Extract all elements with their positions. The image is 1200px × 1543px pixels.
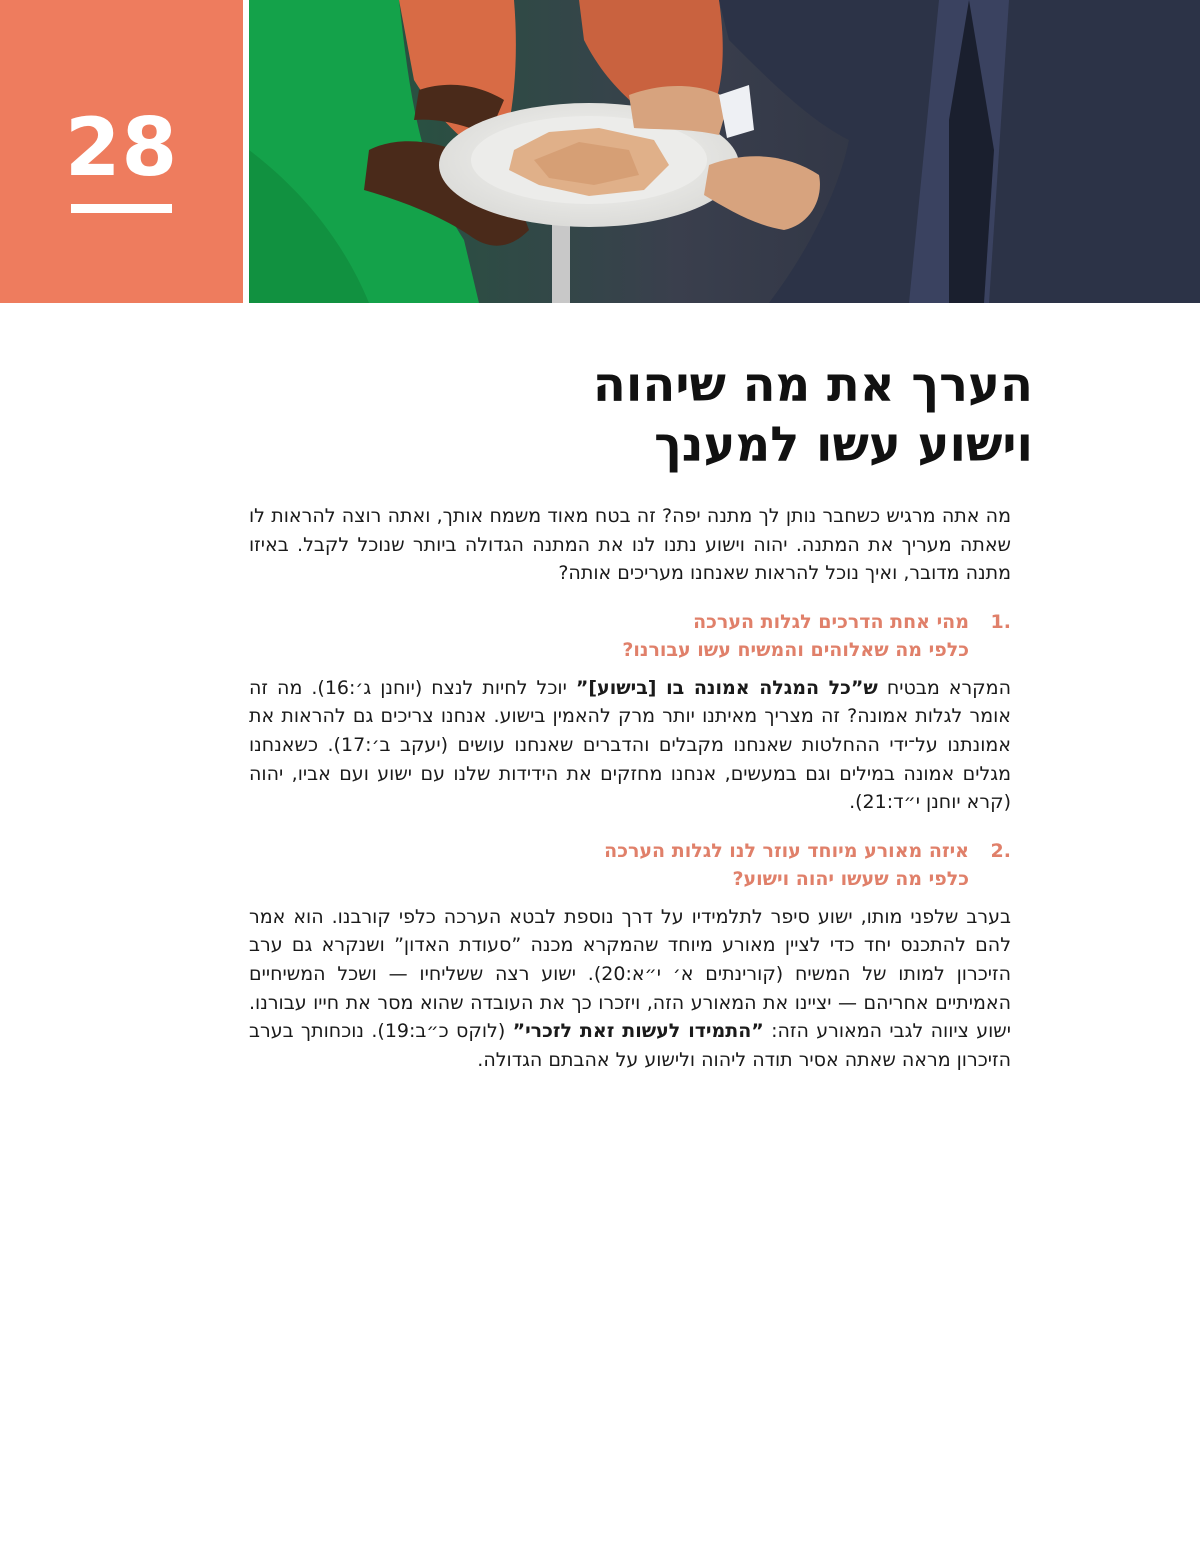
question-2 [249,837,1011,893]
answer-1-text-start: המקרא מבטיח [877,676,1011,699]
answer-2-paragraph [249,903,1011,1075]
page-title-line-1: הערך את מה שיהוה [592,357,1033,413]
question-1-number: 1. [990,610,1011,633]
lesson-number-underline [71,204,172,213]
lesson-number: 28 [64,101,179,194]
answer-1-bold-quote: ש”כל המגלה אמונה בו [בישוע]” [575,676,878,699]
answer-1-text-end: יוכל לחיות לנצח (יוחנן ג׳:16). מה זה אומר לגלות אמונה? זה מצריך מאיתנו יותר מרק להאמין בישוע. אנחנו צריכים גם להראות את אמונתנו על־ידי ההחלטות שאנחנו מקבלים והדברים שאנחנו עושים (יעקב ב׳:17). כשאנחנו מגלים אמונה במילים וגם במעשים, אנחנו מחזקים את הידידות שלנו עם ישוע ועם אביו, יהוה (קרא יוחנן י״ד:21). [249,676,1011,814]
lesson-number-tile [0,0,243,303]
question-1-line-2: כלפי מה שאלוהים והמשיח עשו עבורנו? [622,638,969,661]
page-title-line-2: וישוע עשו למענך [654,417,1033,473]
page-title [213,355,1033,475]
intro-paragraph: מה אתה מרגיש כשחבר נותן לך מתנה יפה? זה בטח מאוד משמח אותך, ואתה רוצה להראות לו שאתה מעריך את המתנה. יהוה וישוע נתנו לנו את המתנה הגדולה ביותר שנוכל לקבל. באיזו מתנה מדובר, ואיך נוכל להראות שאנחנו מעריכים אותה? [249,505,1011,585]
answer-2-text-end: (לוקס כ״ב:19). נוכחותך בערב הזיכרון מראה שאתה אסיר תודה ליהוה ולישוע על אהבתם הגדולה. [249,1020,1011,1071]
answer-2-bold-quote: ”התמידו לעשות זאת לזכרי” [512,1020,764,1043]
lesson-content [249,502,1011,1074]
question-1-line-1: מהי אחת הדרכים לגלות הערכה [693,610,969,633]
question-2-line-1: איזה מאורע מיוחד עוזר לנו לגלות הערכה [604,839,969,862]
question-2-line-2: כלפי מה שעשו יהוה וישוע? [732,867,969,890]
question-2-number: 2. [990,839,1011,862]
answer-1-paragraph [249,674,1011,817]
question-1 [249,608,1011,664]
answer-2-text-start: בערב שלפני מותו, ישוע סיפר לתלמידיו על דרך נוספת לבטא הערכה כלפי קורבנו. הוא אמר להם להתכנס יחד כדי לציין מאורע מיוחד שהמקרא מכנה ”סעודת האדון” ושנקרא גם ערב הזיכרון למותו של המשיח (קורינתים א׳ י״א:20). ישוע רצה ששליחיו — ושכל המשיחיים האמיתיים אחריהם — יציינו את המאורע הזה, ויזכרו כך את העובדה שהוא מסר את חייו עבורנו. ישוע ציווה לגבי המאורע הזה: [249,905,1012,1043]
photo-hands-passing-plate-illustration [249,0,1200,303]
header-photo [249,0,1200,303]
